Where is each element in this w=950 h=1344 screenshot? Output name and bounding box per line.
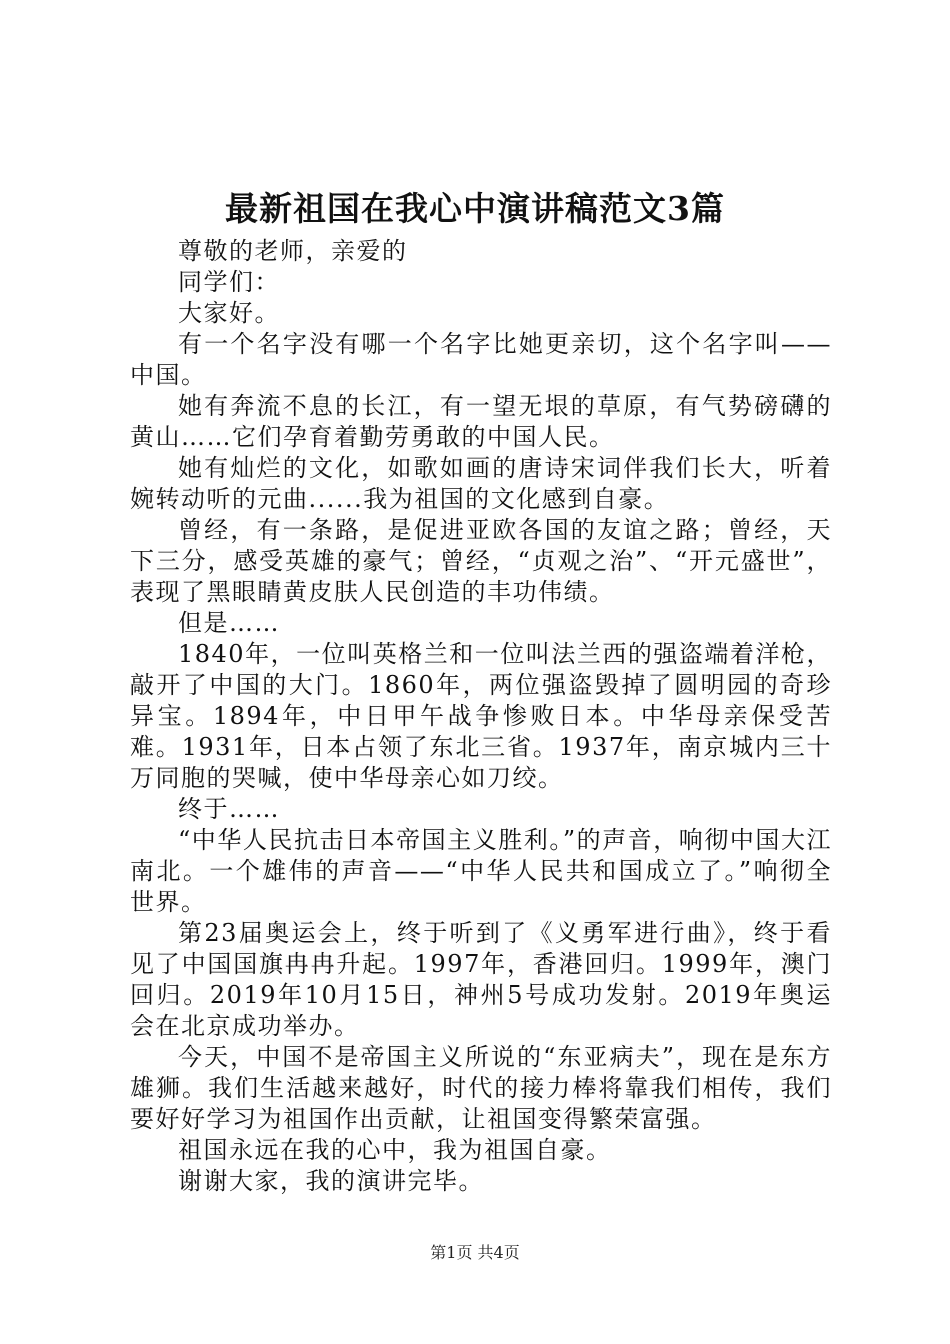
paragraph: 她有奔流不息的长江，有一望无垠的草原，有气势磅礴的黄山……它们孕育着勤劳勇敢的中国人民。 xyxy=(130,392,832,451)
paragraph: 但是…… xyxy=(178,609,280,637)
paragraph: 祖国永远在我的心中，我为祖国自豪。 xyxy=(178,1136,612,1164)
paragraph: 大家好。 xyxy=(178,299,280,327)
document-body xyxy=(130,236,832,1197)
paragraph: 曾经，有一条路，是促进亚欧各国的友谊之路；曾经，天下三分，感受英雄的豪气；曾经，“贞观之治”、“开元盛世”，表现了黑眼睛黄皮肤人民创造的丰功伟绩。 xyxy=(130,516,832,606)
paragraph: 她有灿烂的文化，如歌如画的唐诗宋词伴我们长大，听着婉转动听的元曲......我为祖国的文化感到自豪。 xyxy=(130,454,832,513)
paragraph: 1840年，一位叫英格兰和一位叫法兰西的强盗端着洋枪，敲开了中国的大门。1860年，两位强盗毁掉了圆明园的奇珍异宝。1894年，中日甲午战争惨败日本。中华母亲保受苦难。1931年，日本占领了东北三省。1937年，南京城内三十万同胞的哭喊，使中华母亲心如刀绞。 xyxy=(130,640,832,792)
paragraph: 谢谢大家，我的演讲完毕。 xyxy=(178,1167,484,1195)
paragraph: 第23届奥运会上，终于听到了《义勇军进行曲》，终于看见了中国国旗冉冉升起。1997年，香港回归。1999年，澳门回归。2019年10月15日，神州5号成功发射。2019年奥运会在北京成功举办。 xyxy=(130,919,832,1040)
paragraph: 有一个名字没有哪一个名字比她更亲切，这个名字叫——中国。 xyxy=(130,330,832,389)
paragraph: 终于…… xyxy=(178,795,280,823)
paragraph: 尊敬的老师，亲爱的 xyxy=(178,237,408,265)
document-title: 最新祖国在我心中演讲稿范文3篇 xyxy=(225,189,725,228)
paragraph: “中华人民抗击日本帝国主义胜利。”的声音，响彻中国大江南北。一个雄伟的声音——“中华人民共和国成立了。”响彻全世界。 xyxy=(130,826,832,916)
page-number-footer: 第1页 共4页 xyxy=(430,1243,520,1262)
paragraph: 同学们： xyxy=(178,268,280,296)
paragraph: 今天，中国不是帝国主义所说的“东亚病夫”，现在是东方雄狮。我们生活越来越好，时代的接力棒将靠我们相传，我们要好好学习为祖国作出贡献，让祖国变得繁荣富强。 xyxy=(130,1043,832,1133)
